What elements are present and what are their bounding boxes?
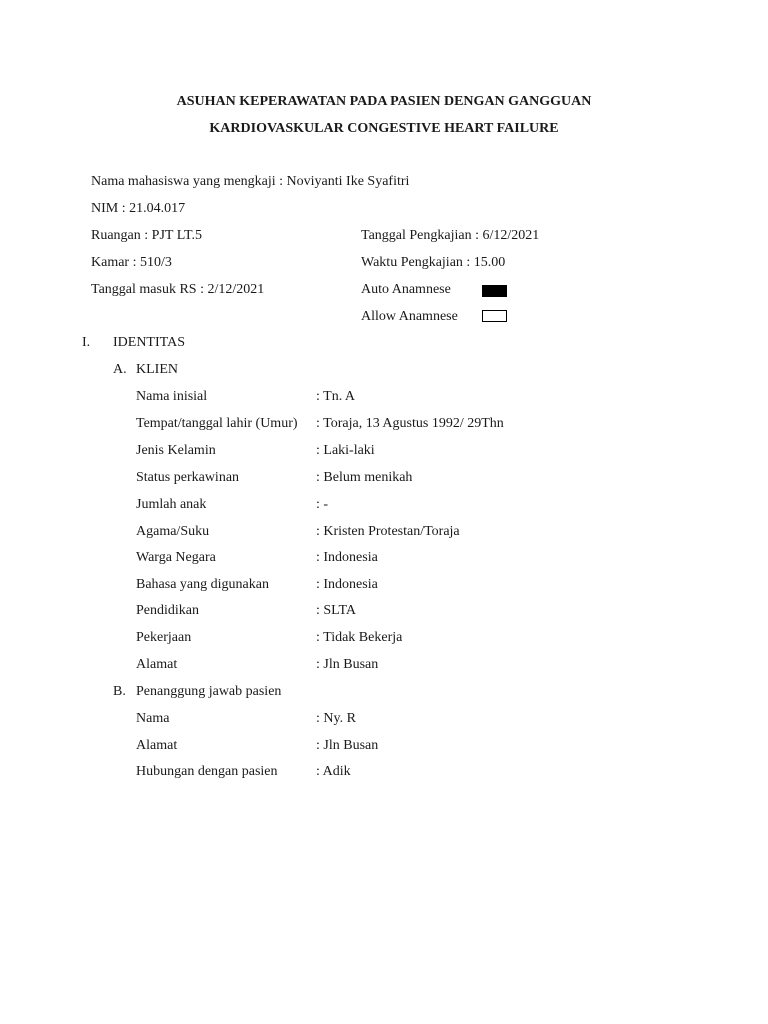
field-label: Jumlah anak (136, 497, 207, 512)
section-numeral: I. (82, 335, 91, 350)
field-label: Nama (136, 711, 170, 726)
title-line-2: KARDIOVASKULAR CONGESTIVE HEART FAILURE (209, 121, 559, 136)
waktu-pengkajian: Waktu Pengkajian : 15.00 (361, 255, 506, 270)
subsection-heading-klien: KLIEN (136, 362, 178, 377)
field-value: : Ny. R (316, 711, 356, 726)
field-label: Bahasa yang digunakan (136, 577, 269, 592)
field-label: Alamat (136, 657, 178, 672)
tanggal-masuk: Tanggal masuk RS : 2/12/2021 (91, 282, 265, 297)
field-value: : Jln Busan (316, 738, 379, 753)
tanggal-pengkajian: Tanggal Pengkajian : 6/12/2021 (361, 228, 540, 243)
field-value: : Toraja, 13 Agustus 1992/ 29Thn (316, 416, 504, 431)
student-name: Nama mahasiswa yang mengkaji : Noviyanti Ike Syafitri (91, 174, 410, 189)
allow-anamnese-label: Allow Anamnese (361, 309, 458, 324)
field-label: Status perkawinan (136, 470, 240, 485)
field-label: Nama inisial (136, 389, 208, 404)
field-value: : Jln Busan (316, 657, 379, 672)
field-value: : Belum menikah (316, 470, 413, 485)
field-value: : - (316, 497, 329, 512)
field-label: Hubungan dengan pasien (136, 764, 278, 779)
field-value: : SLTA (316, 603, 356, 618)
title-line-1: ASUHAN KEPERAWATAN PADA PASIEN DENGAN GANGGUAN (176, 94, 592, 109)
field-value: : Adik (316, 764, 351, 779)
field-value: : Indonesia (316, 577, 378, 592)
field-label: Warga Negara (136, 550, 216, 565)
kamar: Kamar : 510/3 (91, 255, 172, 270)
field-value: : Kristen Protestan/Toraja (316, 524, 460, 539)
field-label: Tempat/tanggal lahir (Umur) (136, 416, 298, 431)
subsection-marker-b: B. (113, 684, 126, 699)
field-label: Pendidikan (136, 603, 199, 618)
field-label: Jenis Kelamin (136, 443, 216, 458)
subsection-marker-a: A. (113, 362, 127, 377)
section-heading: IDENTITAS (113, 335, 185, 350)
ruangan: Ruangan : PJT LT.5 (91, 228, 202, 243)
field-label: Agama/Suku (136, 524, 210, 539)
field-label: Alamat (136, 738, 178, 753)
field-value: : Laki-laki (316, 443, 375, 458)
field-value: : Indonesia (316, 550, 378, 565)
allow-anamnese-checkbox[interactable] (482, 310, 507, 322)
subsection-heading-penanggung: Penanggung jawab pasien (136, 684, 282, 699)
field-value: : Tn. A (316, 389, 356, 404)
nim: NIM : 21.04.017 (91, 201, 186, 216)
field-value: : Tidak Bekerja (316, 630, 403, 645)
auto-anamnese-checkbox[interactable] (482, 285, 507, 297)
field-label: Pekerjaan (136, 630, 192, 645)
auto-anamnese-label: Auto Anamnese (361, 282, 451, 297)
